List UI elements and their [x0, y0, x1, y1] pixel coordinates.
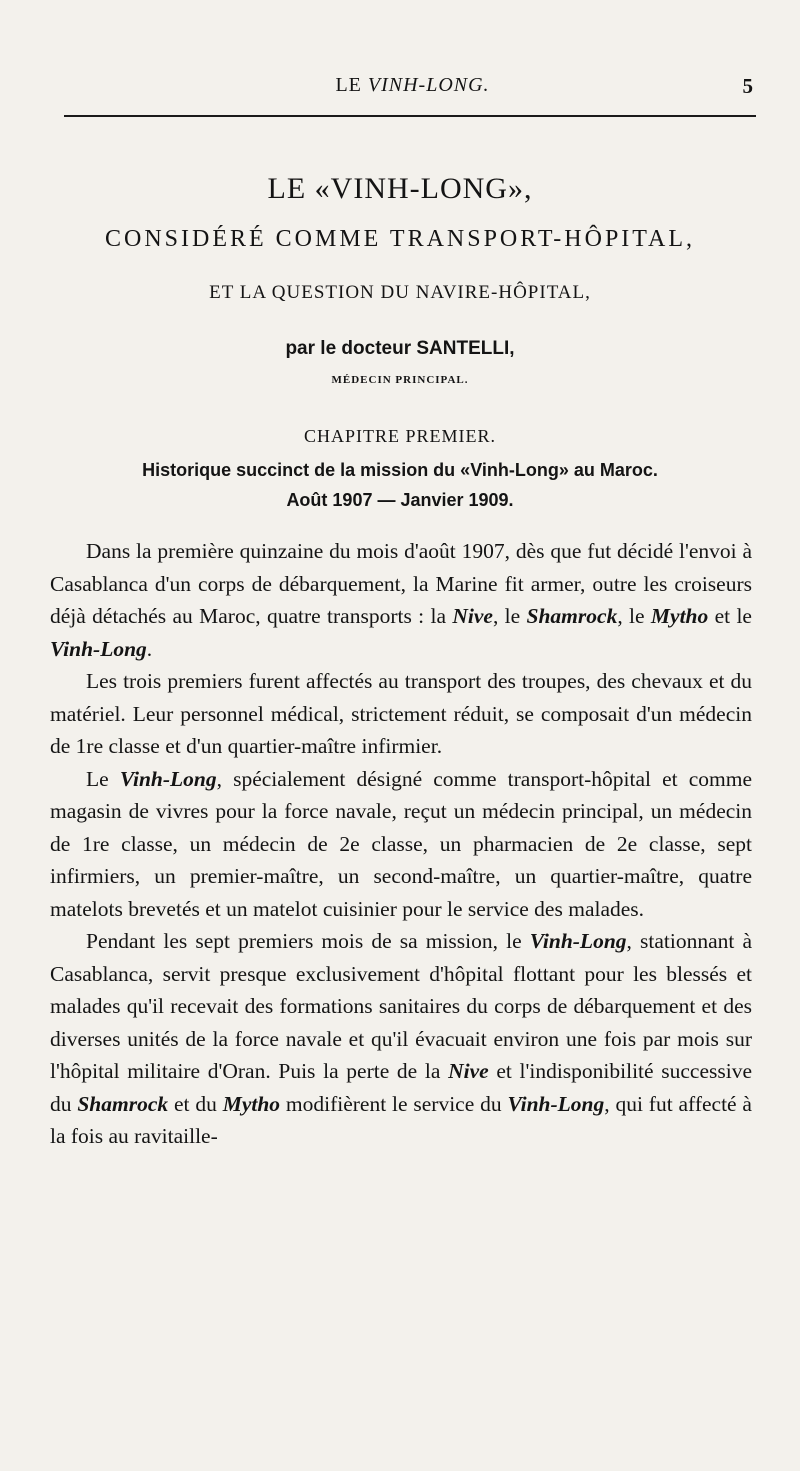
italic-text: Vinh-Long	[119, 766, 217, 791]
chapter-heading: CHAPITRE PREMIER.	[303, 426, 497, 446]
paragraph	[50, 763, 752, 926]
paragraph-text: , le	[492, 604, 527, 628]
paragraph-text: Pendant les sept premiers mois de sa mission, le	[86, 929, 530, 953]
paragraph	[50, 535, 752, 665]
paragraph	[50, 925, 752, 1153]
running-head-prefix: LE	[335, 74, 368, 96]
italic-text: Vinh-Long	[507, 1091, 605, 1116]
body-text	[50, 535, 752, 1153]
running-head-title	[70, 74, 755, 97]
paragraph-text: et le	[708, 604, 752, 628]
paragraph-text: modifièrent le service du	[280, 1091, 508, 1116]
paragraph-text: , stationnant à Casablanca, servit presque exclusivement d'hôpital flottant pour les blessés et malades qu'il recevait des formations sanitaires du corps de débarquement et des diverses unités de la force navale et qu'il évacuait environ une fois par mois sur l'hôpital militaire d'Oran. Puis la perte de la	[50, 929, 752, 1083]
running-head	[70, 74, 755, 102]
italic-text: Vinh-Long	[529, 929, 627, 953]
paragraph	[50, 665, 752, 763]
italic-text: Shamrock	[526, 604, 618, 628]
paragraph-text: , qui fut affecté à la fois au ravitaille-	[50, 1091, 752, 1148]
paragraph-text: Le	[86, 766, 120, 791]
italic-text: Mytho	[222, 1091, 281, 1116]
article-subtitle-2: ET LA QUESTION DU NAVIRE-HÔPITAL,	[209, 282, 591, 303]
italic-text: Shamrock	[77, 1091, 169, 1116]
paragraph-text: Dans la première quinzaine du mois d'août 1907, dès que fut décidé l'envoi à Casablanca d'un corps de débarquement, la Marine fit armer, outre les croiseurs déjà détachés au Maroc, quatre transports : la	[50, 539, 752, 628]
article-subtitle-1: CONSIDÉRÉ COMME TRANSPORT-HÔPITAL,	[104, 226, 696, 252]
chapter-subheading: Historique succinct de la mission du «Vinh-Long» au Maroc.	[142, 460, 658, 480]
author-line: par le docteur SANTELLI,	[285, 338, 515, 359]
author-rank: MÉDECIN PRINCIPAL.	[331, 374, 469, 386]
paragraph-text: et l'indisponibilité successive du	[50, 1059, 752, 1116]
paragraph-text: , spécialement désigné comme transport-hôpital et comme magasin de vivres pour la force navale, reçut un médecin principal, un médecin de 1re classe, un médecin de 2e classe, un pharmacien de 2e classe, sept infirmiers, un premier-maître, un second-maître, un quartier-maître, quatre matelots brevetés et un matelot cuisinier pour le service des malades.	[50, 766, 752, 921]
running-head-italic: VINH-LONG.	[367, 74, 490, 96]
italic-text: Nive	[448, 1059, 489, 1083]
paragraph-text: Les trois premiers furent affectés au transport des troupes, des chevaux et du matériel. Leur personnel médical, strictement réduit, se composait d'un médecin de 1re classe et d'un quartier-maître infirmier.	[50, 669, 752, 758]
article-title: LE «VINH-LONG»,	[267, 172, 533, 205]
italic-text: Mytho	[650, 604, 709, 628]
paragraph-text: , le	[617, 604, 651, 628]
header-rule	[64, 115, 756, 117]
chapter-dates: Août 1907 — Janvier 1909.	[286, 490, 514, 510]
italic-text: Vinh-Long	[50, 636, 147, 661]
paragraph-text: et du	[168, 1091, 223, 1116]
italic-text: Nive	[452, 604, 493, 628]
paragraph-text: .	[146, 636, 153, 661]
page-number: 5	[742, 74, 753, 98]
